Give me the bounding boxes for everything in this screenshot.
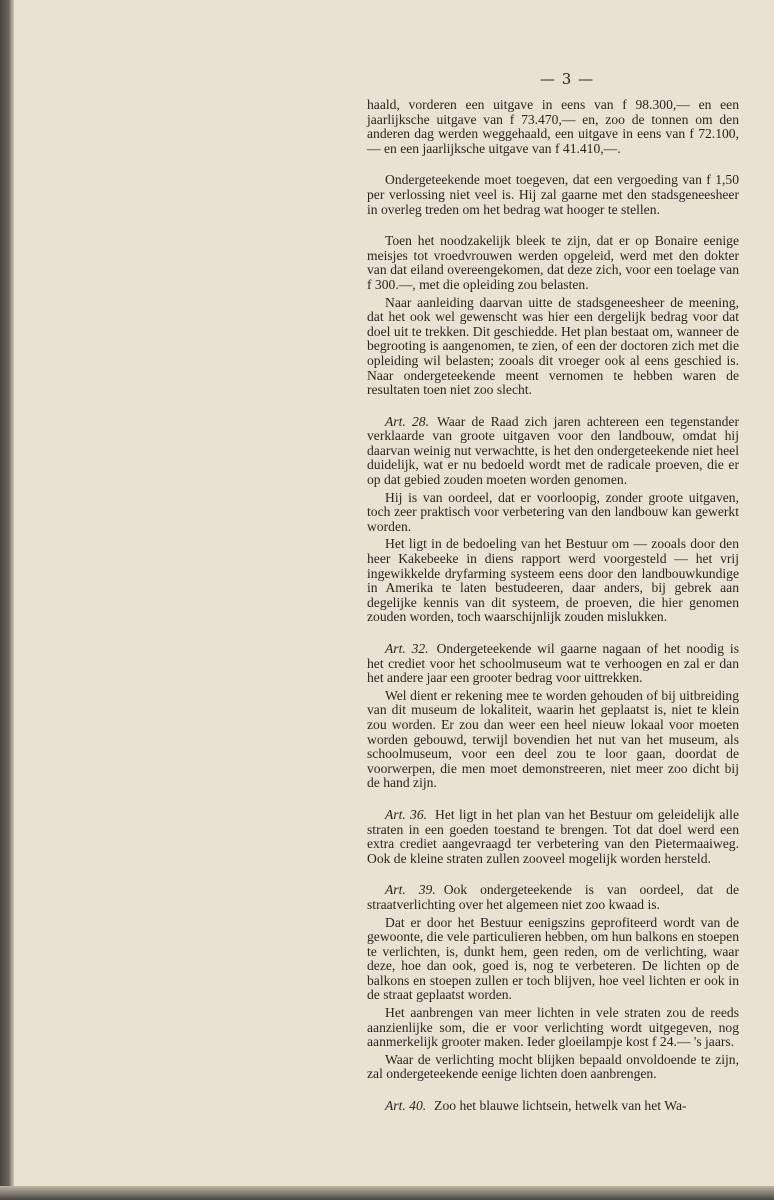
paragraph-bonaire: Toen het noodzakelijk bleek te zijn, dat er op Bonaire eenige meisjes tot vroedvrouwen werden opgeleid, werd met den dokter van dat eiland overeengekomen, dat deze zich, voor een toelage van f 300.—, met die opleiding zou belasten. bbox=[367, 233, 739, 292]
article-label: Art. 28. bbox=[385, 413, 429, 429]
paragraph-stadsgeneesheer: Naar aanleiding daarvan uitte de stadsgeneesheer de meening, dat het ook wel gewenscht was hier een dergelijk bedrag voor dat doel uit te trekken. Dit geschiedde. Het plan bestaat om, wanneer de begrooting is aangenomen, te zien, of een der doctoren zich met die opleiding wil belasten; zooals dit vroeger ook al eens geschied is. Naar ondergeteekende meent vernomen te hebben waren de resultaten toen niet zoo slecht. bbox=[367, 294, 739, 398]
paragraph-dryfarming: Het ligt in de bedoeling van het Bestuur om — zooals door den heer Kakebeeke in diens rapport werd voorgesteld — het vrij ingewikkelde dryfarming systeem eens door den landbouwkundige in Amerika te laten bestudeeren, daar anders, bij gebrek aan degelijke kennis van dit systeem, de proeven, die hier genomen zouden worden, toch waarschijnlijk zouden mislukken. bbox=[367, 536, 739, 625]
article-label: Art. 40. bbox=[385, 1098, 427, 1114]
paragraph-art-28: Art. 28. Waar de Raad zich jaren achtereen een tegenstander verklaarde van groote uitgaven voor den landbouw, omdat hij daarvan weinig nut verwachtte, is het den ondergeteekende niet heel duidelijk, wat er nu bedoeld wordt met de radicale proeven, die er op dat gebied zouden moeten worden genomen. bbox=[367, 413, 739, 488]
paragraph-onvoldoende: Waar de verlichting mocht blijken bepaald onvoldoende te zijn, zal ondergeteekende eenige lichten doen aanbrengen. bbox=[367, 1051, 739, 1082]
paragraph-continuation: haald, vorderen een uitgave in eens van f 98.300,— en een jaarlijksche uitgave van f 73.470,— en, zoo de tonnen om den anderen dag werden weggehaald, een uitgave in eens van f 72.100,— en een jaarlijksche uitgave van f 41.410,—. bbox=[367, 97, 739, 156]
paragraph-art-32: Art. 32. Ondergeteekende wil gaarne nagaan of het noodig is het crediet voor het schoolmuseum wat te verhoogen en zal er dan het andere jaar een grooter bedrag voor uittrekken. bbox=[367, 641, 739, 686]
article-label: Art. 36. bbox=[385, 806, 428, 822]
paragraph-gloeilampje: Het aanbrengen van meer lichten in vele straten zou de reeds aanzienlijke som, die er voor verlichting wordt uitgegeven, nog aanmerkelijk grooter maken. Ieder gloeilampje kost f 24.— 's jaars. bbox=[367, 1005, 739, 1050]
article-label: Art. 32. bbox=[385, 641, 429, 656]
paragraph-museum: Wel dient er rekening mee te worden gehouden of bij uitbreiding van dit museum de lokaliteit, waarin het geplaatst is, niet te klein zou worden. Er zou dan weer een heel nieuw lokaal voor moeten worden gebouwd, terwijl bovendien het nut van het museum, als schoolmuseum, voor een deel zou te loor gaan, doordat de voorwerpen, die men moet demonstreeren, niet meer zoo dicht bij de hand zijn. bbox=[367, 687, 739, 791]
paragraph-art-40: Art. 40. Zoo het blauwe lichtsein, hetwelk van het Wa- bbox=[385, 1098, 687, 1114]
paragraph-art-39: Art. 39. Ook ondergeteekende is van oordeel, dat de straatverlichting over het algemeen niet zoo kwaad is. bbox=[367, 882, 739, 912]
scan-bottom-edge bbox=[0, 1186, 774, 1200]
page-number: — 3 — bbox=[540, 70, 595, 88]
article-label: Art. 39. bbox=[385, 882, 436, 898]
paragraph-vergoeding: Ondergeteekende moet toegeven, dat een vergoeding van f 1,50 per verlossing niet veel is. Hij zal gaarne met den stadsgeneesheer in overleg treden om het bedrag wat hooger te stellen. bbox=[367, 172, 739, 217]
paragraph-landbouw: Hij is van oordeel, dat er voorloopig, zonder groote uitgaven, toch zeer praktisch voor verbetering van den landbouw kan gewerkt worden. bbox=[367, 489, 739, 534]
paragraph-art-36: Art. 36. Het ligt in het plan van het Bestuur om geleidelijk alle straten in een goeden toestand te brengen. Tot dat doel werd een extra crediet aangevraagd ter verbetering van den Pietermaaiweg. Ook de kleine straten zullen zooveel mogelijk worden hersteld. bbox=[367, 806, 739, 866]
scan-binding-edge bbox=[0, 0, 14, 1200]
paragraph-balkons: Dat er door het Bestuur eenigszins geprofiteerd wordt van de gewoonte, die vele particulieren hebben, om hun balkons en stoepen te verlichten, is, dunkt hem, geen reden, om de verlichting, waar deze, hoe dan ook, goed is, nog te verbeteren. De lichten op de balkons en stoepen zullen er toch blijven, hoe veel lichten er ook in de straat geplaatst worden. bbox=[367, 914, 739, 1003]
document-body bbox=[367, 98, 739, 1114]
